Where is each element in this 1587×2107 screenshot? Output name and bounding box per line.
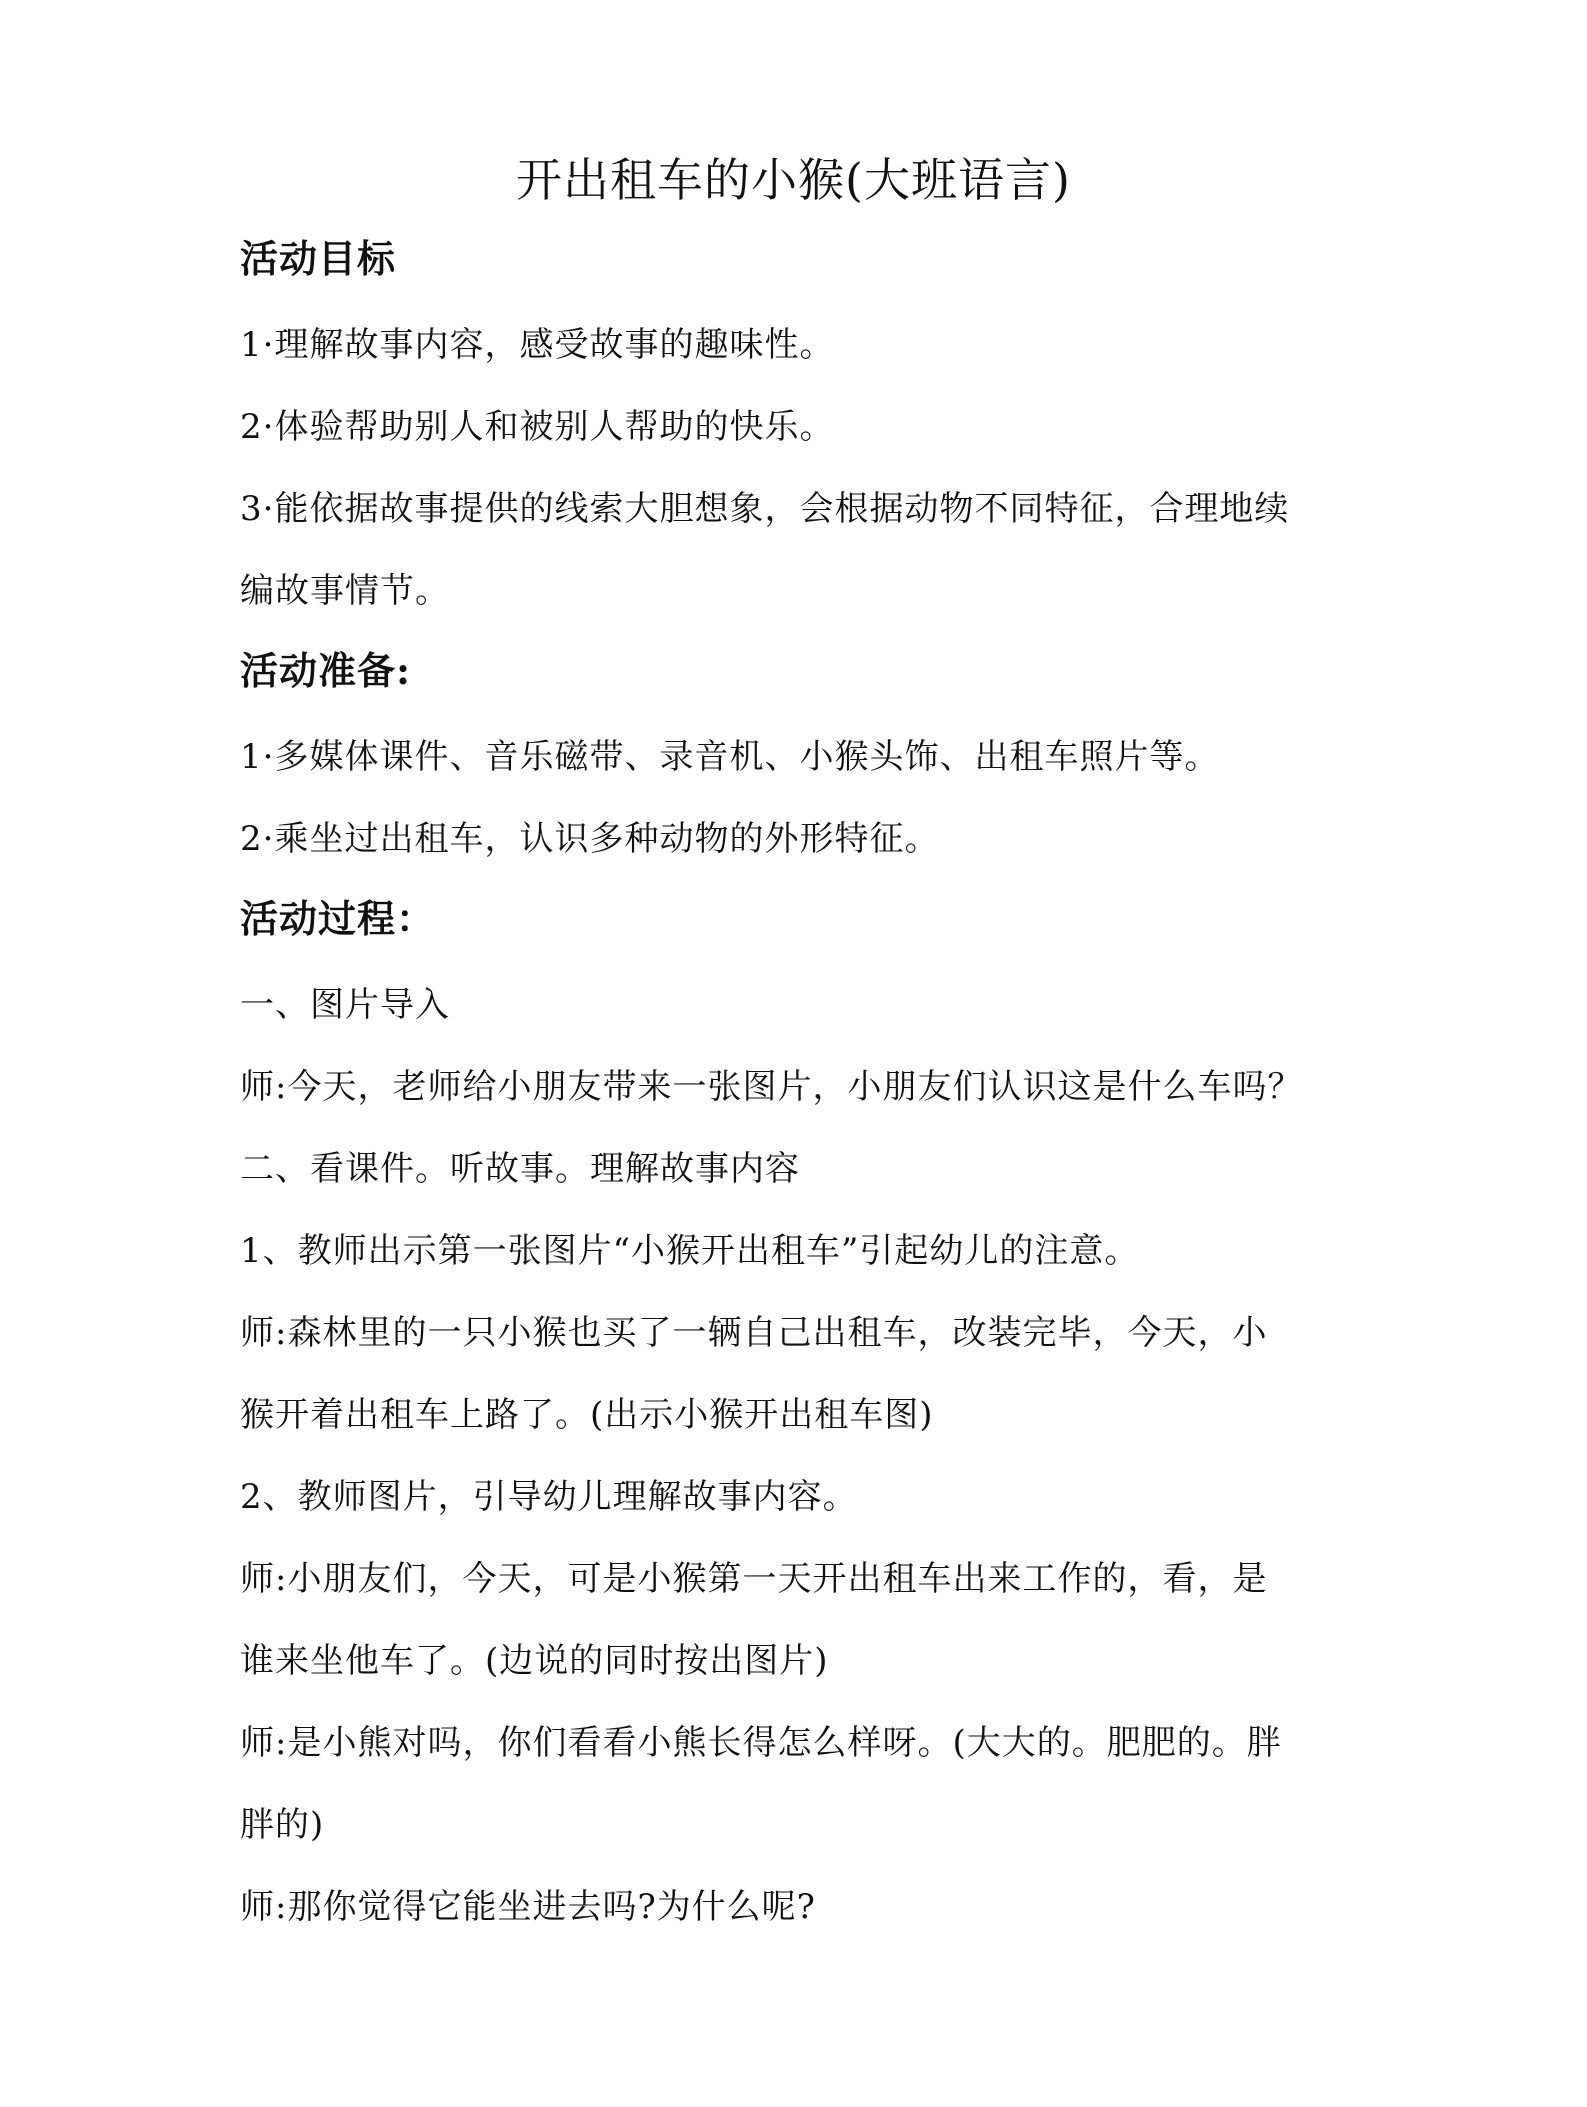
- process-line-6: 猴开着出租车上路了。(出示小猴开出租车图): [240, 1395, 934, 1435]
- process-line-12: 师:那你觉得它能坐进去吗?为什么呢?: [240, 1887, 816, 1927]
- process-line-8: 师:小朋友们，今天，可是小猴第一天开出租车出来工作的，看，是: [240, 1559, 1268, 1599]
- process-line-5: 师:森林里的一只小猴也买了一辆自己出租车，改装完毕，今天，小: [240, 1313, 1268, 1353]
- preparation-item-1: 1·多媒体课件、音乐磁带、录音机、小猴头饰、出租车照片等。: [240, 737, 1220, 777]
- document-title: 开出租车的小猴(大班语言): [516, 153, 1071, 207]
- process-line-10: 师:是小熊对吗，你们看看小熊长得怎么样呀。(大大的。肥肥的。胖: [240, 1723, 1282, 1763]
- goal-item-3-continued: 编故事情节。: [240, 571, 450, 611]
- section-heading-preparation: 活动准备:: [240, 648, 412, 693]
- goal-item-2: 2·体验帮助别人和被别人帮助的快乐。: [240, 407, 835, 447]
- section-heading-process: 活动过程：: [240, 896, 436, 941]
- process-line-2: 师:今天，老师给小朋友带来一张图片，小朋友们认识这是什么车吗？: [240, 1067, 1303, 1107]
- process-line-11: 胖的): [240, 1805, 325, 1845]
- process-line-3: 二、看课件。听故事。理解故事内容: [240, 1149, 800, 1189]
- process-line-9: 谁来坐他车了。(边说的同时按出图片): [240, 1641, 829, 1681]
- process-line-7: 2、教师图片，引导幼儿理解故事内容。: [240, 1477, 858, 1517]
- section-heading-goals: 活动目标: [240, 236, 397, 281]
- goal-item-3: 3·能依据故事提供的线索大胆想象，会根据动物不同特征，合理地续: [240, 489, 1290, 529]
- goal-item-1: 1·理解故事内容，感受故事的趣味性。: [240, 325, 835, 365]
- process-line-4: 1、教师出示第一张图片“小猴开出租车”引起幼儿的注意。: [240, 1231, 1140, 1271]
- process-line-1: 一、图片导入: [240, 985, 450, 1025]
- preparation-item-2: 2·乘坐过出租车，认识多种动物的外形特征。: [240, 819, 940, 859]
